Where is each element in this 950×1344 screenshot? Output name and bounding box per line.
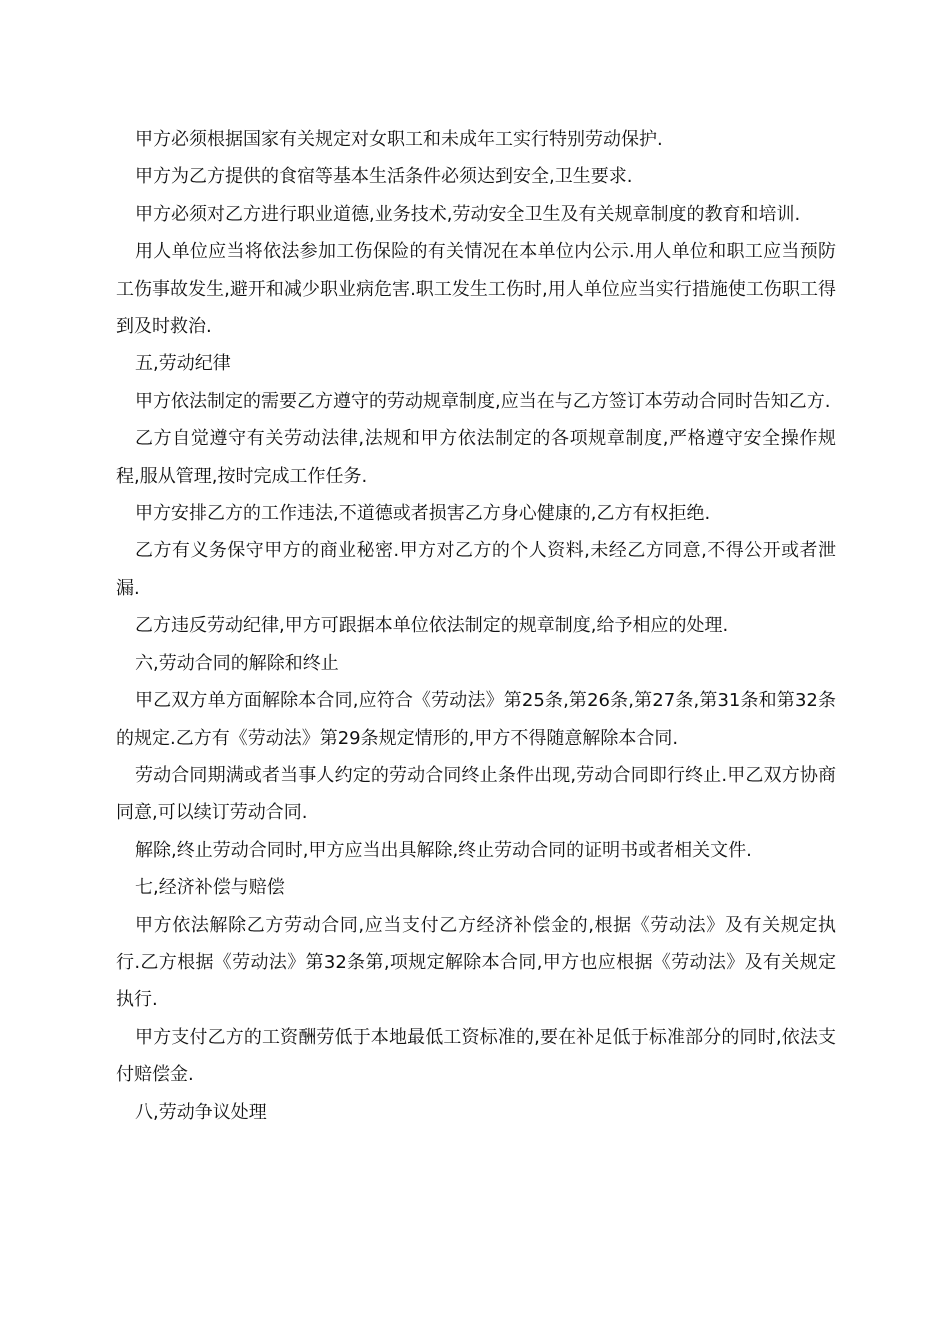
paragraph-discipline-violation: 乙方违反劳动纪律,甲方可跟据本单位依法制定的规章制度,给予相应的处理.: [135, 615, 729, 637]
section-heading-compensation: 七,经济补偿与赔偿: [135, 877, 285, 899]
paragraph-rules-notice: 甲方依法制定的需要乙方遵守的劳动规章制度,应当在与乙方签订本劳动合同时告知乙方.: [135, 390, 831, 412]
section-heading-labor-discipline: 五,劳动纪律: [135, 353, 231, 375]
paragraph-severance: 甲方依法解除乙方劳动合同,应当支付乙方经济补偿金的,根据《劳动法》及有关规定执行.乙方根据《劳动法》第32条第,项规定解除本合同,甲方也应根据《劳动法》及有关规定执行.: [116, 914, 836, 1011]
paragraph-confidentiality: 乙方有义务保守甲方的商业秘密.甲方对乙方的个人资料,未经乙方同意,不得公开或者泄漏.: [116, 540, 836, 599]
paragraph-compliance: 乙方自觉遵守有关劳动法律,法规和甲方依法制定的各项规章制度,严格遵守安全操作规程,服从管理,按时完成工作任务.: [116, 428, 836, 487]
paragraph-unilateral-termination: 甲乙双方单方面解除本合同,应符合《劳动法》第25条,第26条,第27条,第31条和第32条的规定.乙方有《劳动法》第29条规定情形的,甲方不得随意解除本合同.: [116, 690, 836, 749]
paragraph-minimum-wage: 甲方支付乙方的工资酬劳低于本地最低工资标准的,要在补足低于标准部分的同时,依法支付赔偿金.: [116, 1026, 836, 1086]
paragraph-right-to-refuse: 甲方安排乙方的工作违法,不道德或者损害乙方身心健康的,乙方有权拒绝.: [135, 503, 711, 525]
paragraph-injury-insurance: 用人单位应当将依法参加工伤保险的有关情况在本单位内公示.用人单位和职工应当预防工伤事故发生,避开和减少职业病危害.职工发生工伤时,用人单位应当实行措施使工伤职工得到及时救治.: [116, 241, 836, 338]
paragraph-living-conditions: 甲方为乙方提供的食宿等基本生活条件必须达到安全,卫生要求.: [135, 166, 633, 188]
paragraph-training: 甲方必须对乙方进行职业道德,业务技术,劳动安全卫生及有关规章制度的教育和培训.: [135, 203, 801, 225]
document-body: [116, 121, 836, 1131]
paragraph-termination-certificate: 解除,终止劳动合同时,甲方应当出具解除,终止劳动合同的证明书或者相关文件.: [135, 839, 752, 861]
section-heading-termination: 六,劳动合同的解除和终止: [135, 652, 339, 674]
section-heading-dispute: 八,劳动争议处理: [135, 1101, 267, 1123]
paragraph-female-worker-protection: 甲方必须根据国家有关规定对女职工和未成年工实行特别劳动保护.: [135, 129, 663, 150]
paragraph-contract-expiry: 劳动合同期满或者当事人约定的劳动合同终止条件出现,劳动合同即行终止.甲乙双方协商同意,可以续订劳动合同.: [116, 764, 836, 824]
